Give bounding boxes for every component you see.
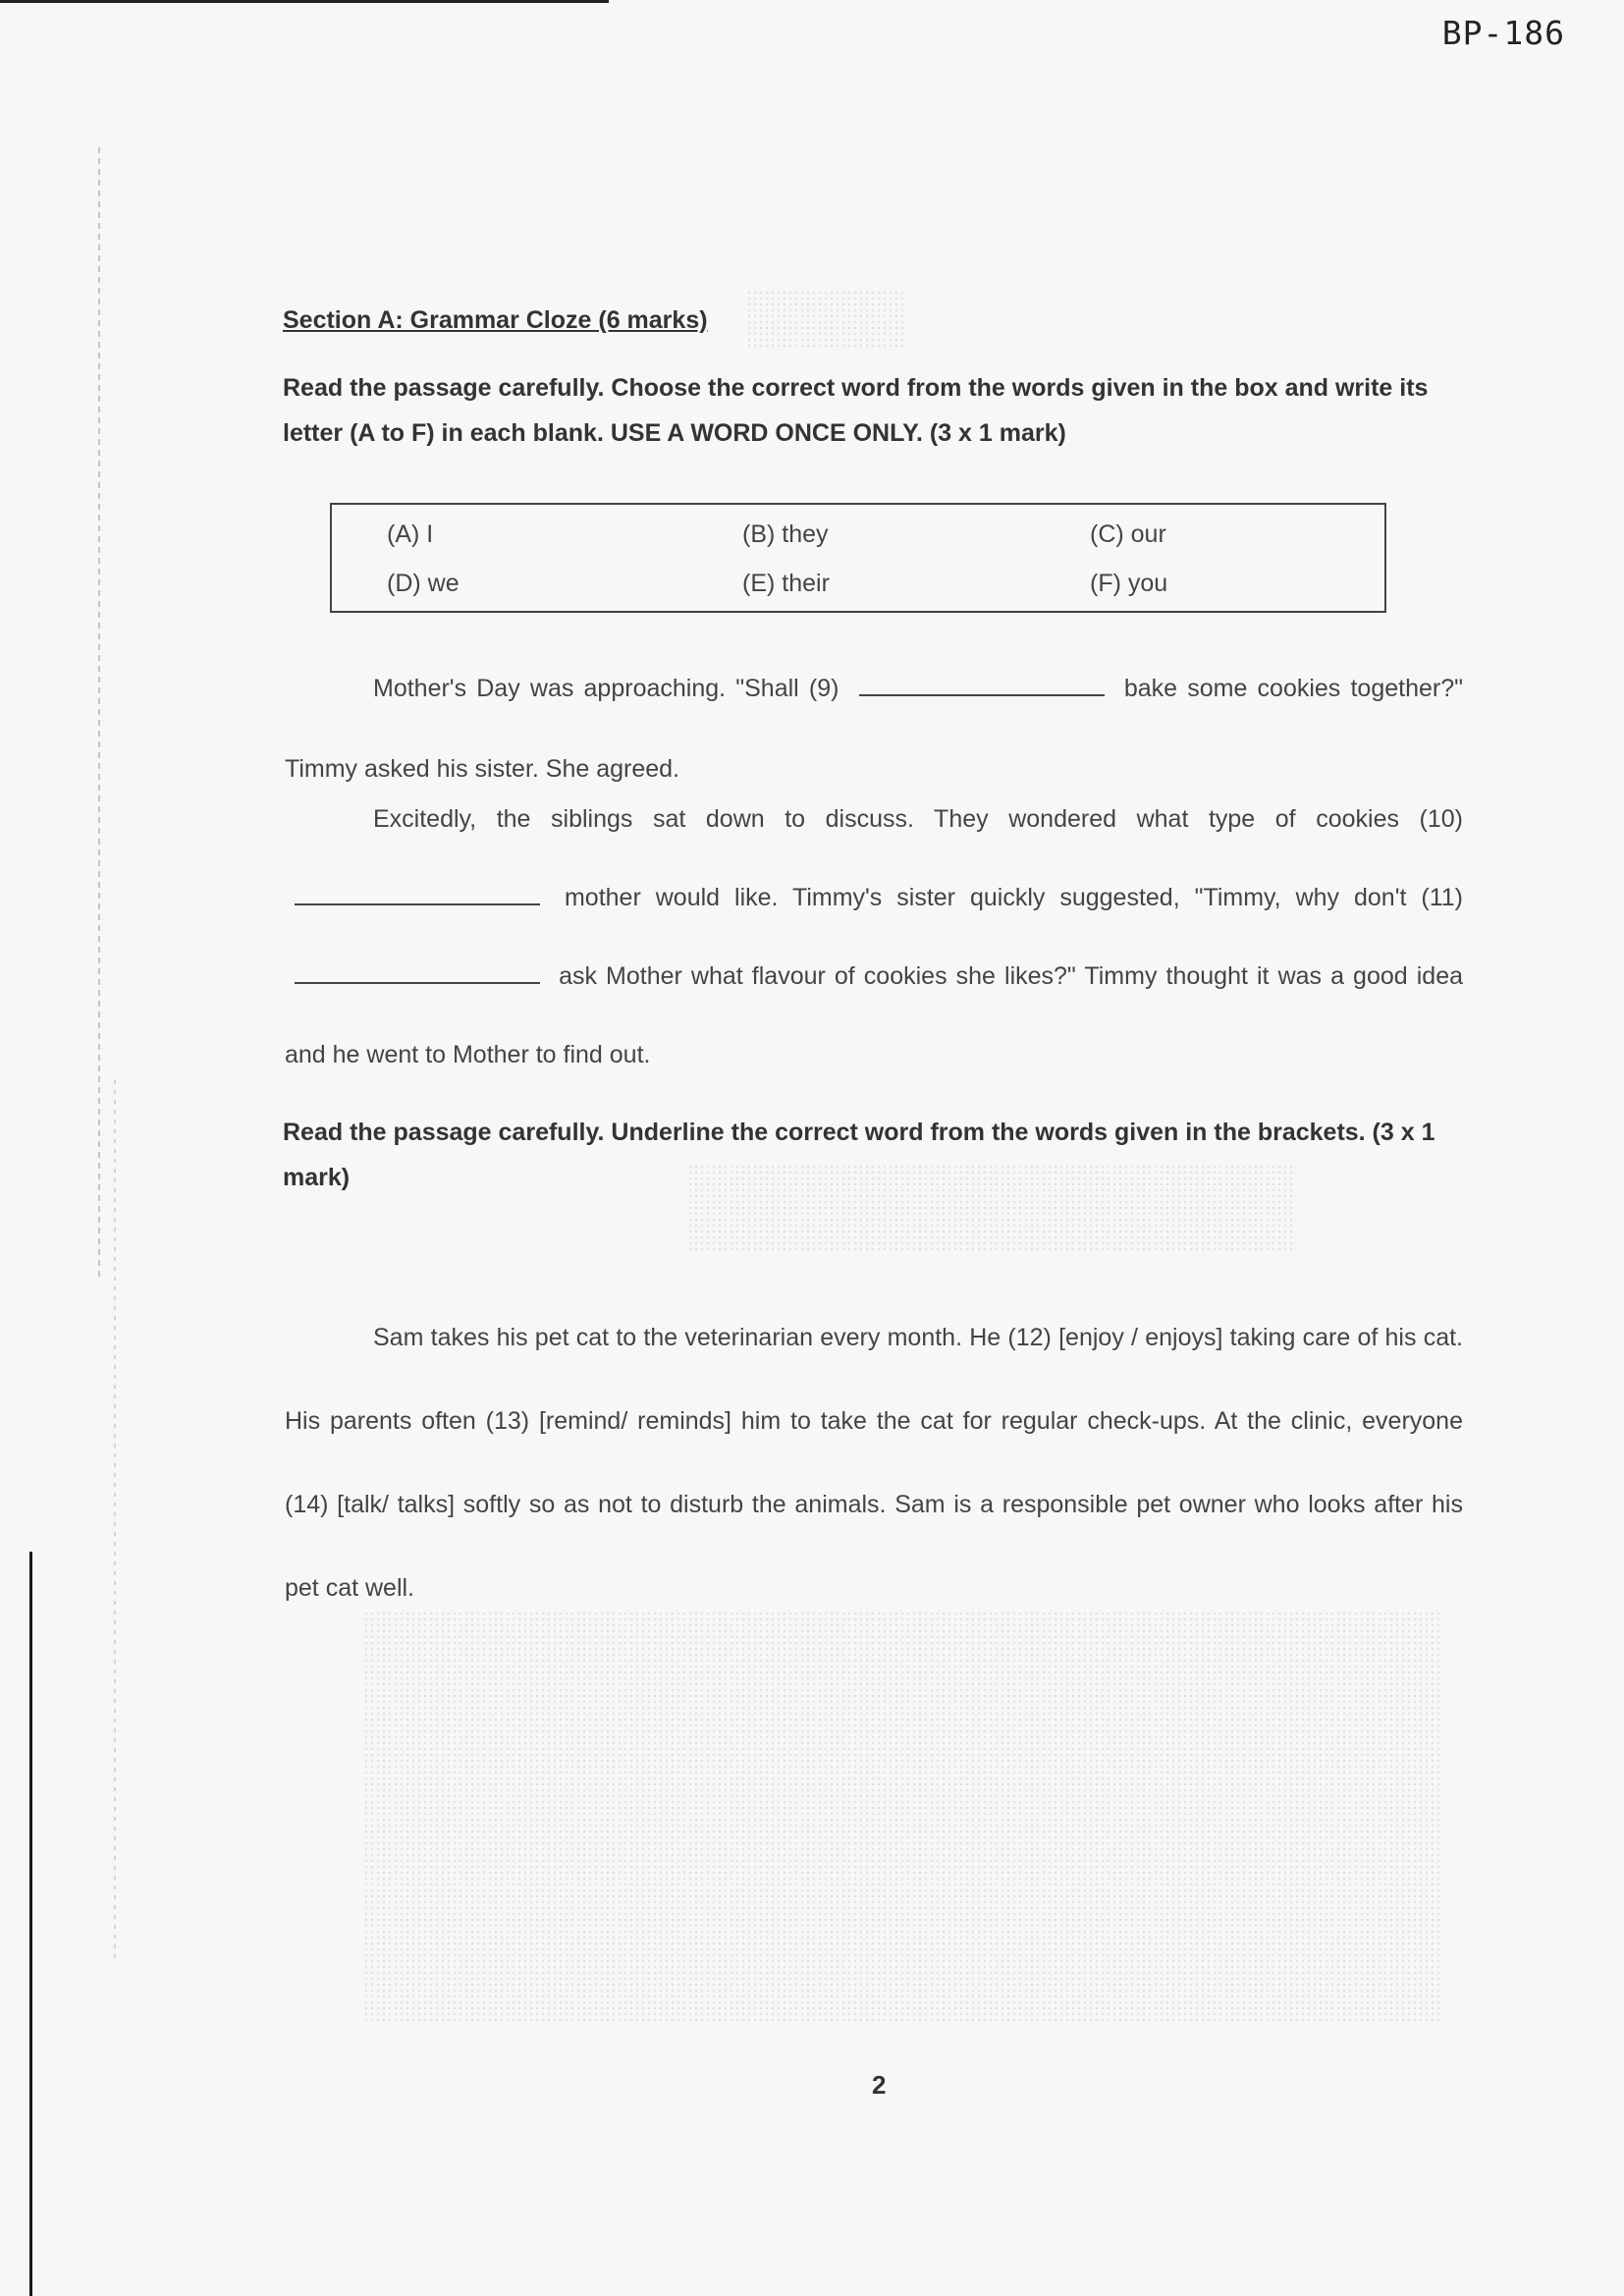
paragraph-text: bake some cookies together?" Timmy asked his sister. She agreed. — [285, 675, 1463, 783]
paragraph-text: ask Mother what flavour of cookies she likes?" Timmy thought it was a good idea and he went to Mother to find out. — [285, 962, 1464, 1068]
scan-noise — [746, 290, 903, 349]
scan-binding-edge — [29, 1552, 32, 2296]
section-heading: Section A: Grammar Cloze (6 marks) — [283, 306, 708, 334]
instruction-part1: Read the passage carefully. Choose the correct word from the words given in the box and write its letter (A to F) in each blank. USE A WORD ONCE ONLY. (3 x 1 mark) — [283, 374, 1429, 447]
option-f: (F) you — [1090, 570, 1168, 597]
passage-paragraph-2 — [285, 780, 1463, 1094]
answer-blank-9[interactable] — [859, 675, 1105, 696]
scan-margin-shadow — [98, 147, 100, 1277]
paragraph-text: mother would like. Timmy's sister quickly suggested, "Timmy, why don't (11) — [564, 884, 1463, 911]
document-code: BP-186 — [1441, 14, 1565, 52]
option-d: (D) we — [387, 570, 460, 597]
page-number: 2 — [872, 2070, 887, 2100]
paragraph-text: Sam takes his pet cat to the veterinarian every month. He (12) [enjoy / enjoys] taking care of his cat. His parents often (13) [remind/ reminds] him to take the cat for regular check-ups. At the clinic, everyone (14) [talk/ talks] softly so as not to disturb the animals. Sam is a responsible pet owner who looks after his pet cat well. — [285, 1324, 1463, 1602]
option-c: (C) our — [1090, 520, 1166, 548]
passage-paragraph-3 — [285, 1296, 1463, 1630]
paragraph-text: Mother's Day was approaching. "Shall (9) — [373, 675, 839, 702]
word-box — [330, 503, 1386, 613]
scan-top-rule — [0, 0, 609, 3]
scan-margin-shadow — [114, 1080, 116, 1964]
option-b: (B) they — [742, 520, 829, 548]
answer-blank-11[interactable] — [295, 962, 540, 984]
option-e: (E) their — [742, 570, 830, 597]
paragraph-text: Excitedly, the siblings sat down to discuss. They wondered what type of cookies (10) — [373, 805, 1463, 833]
answer-blank-10[interactable] — [295, 884, 540, 905]
scan-noise — [363, 1611, 1443, 2023]
option-a: (A) I — [387, 520, 434, 548]
instruction-part2: Read the passage carefully. Underline the correct word from the words given in the brackets. (3 x 1 mark) — [283, 1119, 1435, 1191]
